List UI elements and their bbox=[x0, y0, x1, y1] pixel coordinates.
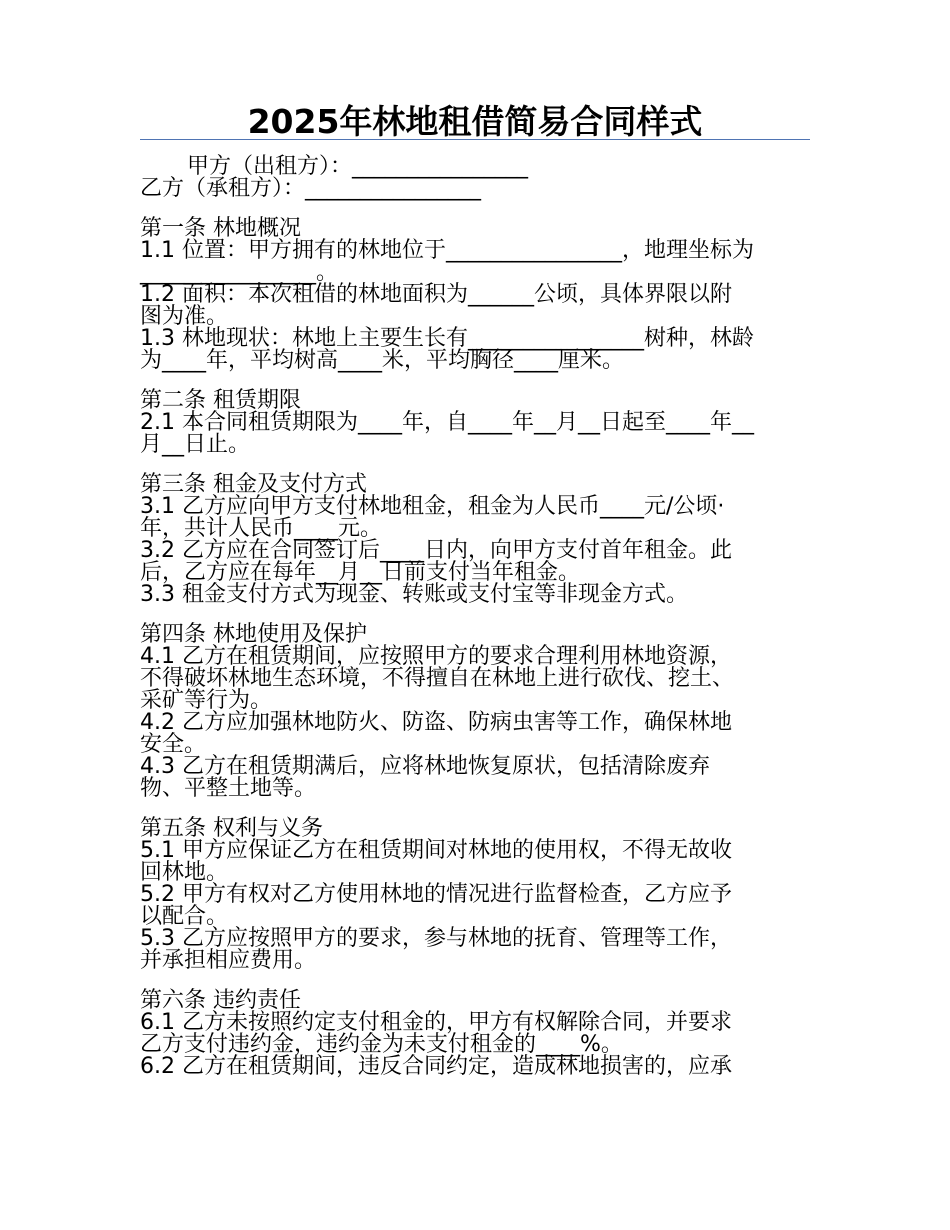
clause-line: ________________。 bbox=[140, 260, 339, 285]
clause-line: 5.2 甲方有权对乙方使用林地的情况进行监督检查，乙方应予 bbox=[140, 882, 732, 907]
clause-line: 6.1 乙方未按照约定支付租金的，甲方有权解除合同，并要求 bbox=[140, 1010, 732, 1035]
party-b-line: 乙方（承租方）：________________ bbox=[140, 176, 482, 201]
clause-line: 4.1 乙方在租赁期间，应按照甲方的要求合理利用林地资源， bbox=[140, 644, 732, 669]
clause-line: 安全。 bbox=[140, 732, 207, 757]
clause-line: 乙方支付违约金，违约金为未支付租金的____%。 bbox=[140, 1032, 623, 1057]
section-heading: 第四条 林地使用及保护 bbox=[140, 622, 367, 647]
clause-line: 月__日止。 bbox=[140, 432, 251, 457]
clause-line: 年，共计人民币____元。 bbox=[140, 516, 383, 541]
clause-line: 3.3 租金支付方式为现金、转账或支付宝等非现金方式。 bbox=[140, 582, 688, 607]
clause-line: 为____年，平均树高____米，平均胸径____厘米。 bbox=[140, 348, 625, 373]
clause-line: 4.2 乙方应加强林地防火、防盗、防病虫害等工作，确保林地 bbox=[140, 710, 732, 735]
section-heading: 第三条 租金及支付方式 bbox=[140, 472, 367, 497]
clause-line: 物、平整土地等。 bbox=[140, 776, 317, 801]
clause-line: 5.1 甲方应保证乙方在租赁期间对林地的使用权，不得无故收 bbox=[140, 838, 732, 863]
clause-line: 并承担相应费用。 bbox=[140, 948, 317, 973]
party-a-line: 甲方（出租方）：________________ bbox=[187, 154, 529, 179]
clause-line: 图为准。 bbox=[140, 304, 229, 329]
clause-line: 3.1 乙方应向甲方支付林地租金，租金为人民币____元/公顷· bbox=[140, 494, 725, 519]
clause-line: 4.3 乙方在租赁期满后，应将林地恢复原状，包括清除废弃 bbox=[140, 754, 710, 779]
section-heading: 第六条 违约责任 bbox=[140, 988, 301, 1013]
clause-line: 6.2 乙方在租赁期间，违反合同约定，造成林地损害的，应承 bbox=[140, 1054, 732, 1079]
section-heading: 第二条 租赁期限 bbox=[140, 388, 301, 413]
clause-line: 1.2 面积：本次租借的林地面积为______公顷，具体界限以附 bbox=[140, 282, 732, 307]
clause-line: 5.3 乙方应按照甲方的要求，参与林地的抚育、管理等工作， bbox=[140, 926, 732, 951]
section-heading: 第五条 权利与义务 bbox=[140, 816, 323, 841]
clause-line: 1.3 林地现状：林地上主要生长有________________树种，林龄 bbox=[140, 326, 754, 351]
clause-line: 采矿等行为。 bbox=[140, 688, 273, 713]
clause-line: 3.2 乙方应在合同签订后____日内，向甲方支付首年租金。此 bbox=[140, 538, 732, 563]
clause-line: 2.1 本合同租赁期限为____年，自____年__月__日起至____年__ bbox=[140, 410, 754, 435]
title-underline bbox=[140, 139, 810, 140]
section-heading: 第一条 林地概况 bbox=[140, 216, 301, 241]
clause-line: 后，乙方应在每年__月__日前支付当年租金。 bbox=[140, 560, 581, 585]
document-body bbox=[140, 156, 812, 1078]
clause-line: 不得破坏林地生态环境，不得擅自在林地上进行砍伐、挖土、 bbox=[140, 666, 735, 691]
document-title: 2025年林地租借简易合同样式 bbox=[247, 102, 703, 141]
clause-line: 1.1 位置：甲方拥有的林地位于________________，地理坐标为 bbox=[140, 238, 754, 263]
clause-line: 以配合。 bbox=[140, 904, 229, 929]
clause-line: 回林地。 bbox=[140, 860, 229, 885]
